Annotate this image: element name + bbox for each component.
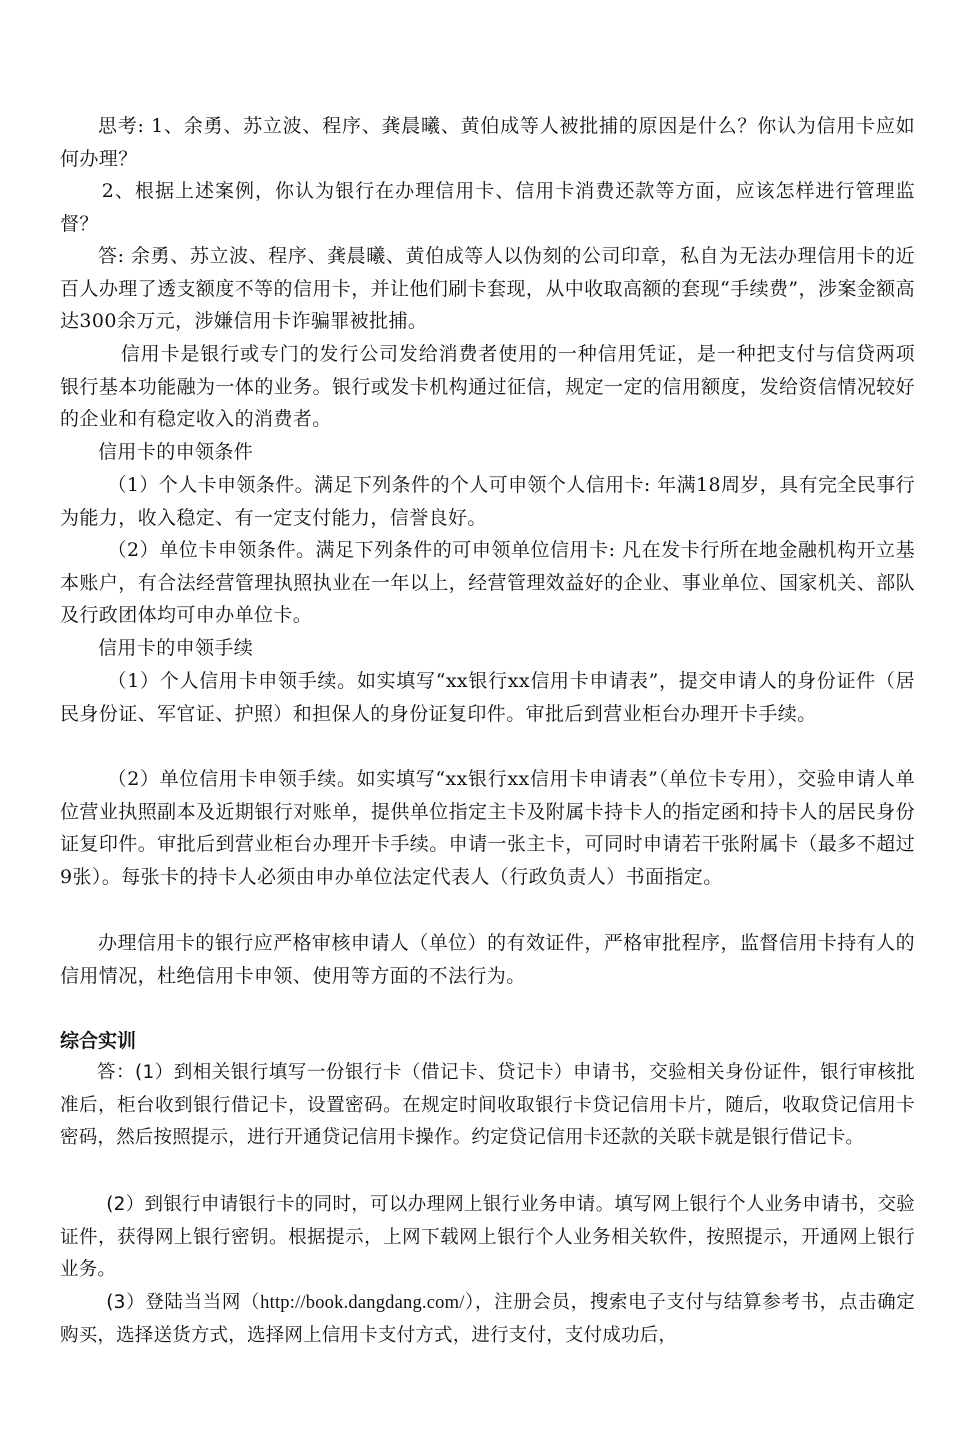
step-3-prefix: (3）登陆当当网（ [106,1292,261,1313]
credit-card-definition: 信用卡是银行或专门的发行公司发给消费者使用的一种信用凭证，是一种把支付与信贷两项银行基本功能融为一体的业务。银行或发卡机构通过征信，规定一定的信用额度，发给资信情况较好的企业和有稳定收入的消费者。 [60,343,915,430]
answer-paragraph: 答: 余勇、苏立波、程序、龚晨曦、黄伯成等人以伪刻的公司印章，私自为无法办理信用卡的近百人办理了透支额度不等的信用卡，并让他们刷卡套现，从中收取高额的套现“手续费”，涉案金额高达300余万元，涉嫌信用卡诈骗罪被批捕。 [60,245,915,332]
dangdang-link[interactable]: http://book.dangdang.com/ [260,1293,465,1313]
personal-card-procedures: （1）个人信用卡申领手续。如实填写“xx银行xx信用卡申请表”，提交申请人的身份证件（居民身份证、军官证、护照）和担保人的身份证复印件。审批后到营业柜台办理开卡手续。 [60,670,915,725]
personal-card-conditions: （1）个人卡申领条件。满足下列条件的个人可申领个人信用卡: 年满18周岁，具有完全民事行为能力，收入稳定、有一定支付能力，信誉良好。 [60,474,915,529]
training-step-1: 答：(1）到相关银行填写一份银行卡（借记卡、贷记卡）申请书，交验相关身份证件，银行审核批准后，柜台收到银行借记卡，设置密码。在规定时间收取银行卡贷记信用卡片，随后，收取贷记信用卡密码，然后按照提示，进行开通贷记信用卡操作。约定贷记信用卡还款的关联卡就是银行借记卡。 [60,1062,915,1148]
unit-card-conditions: （2）单位卡申领条件。满足下列条件的可申领单位信用卡: 凡在发卡行所在地金融机构开立基本账户，有合法经营管理执照执业在一年以上，经营管理效益好的企业、事业单位、国家机关、部队及行政团体均可申办单位卡。 [60,539,915,626]
subheading-procedures: 信用卡的申领手续 [98,637,254,659]
training-step-2: (2）到银行申请银行卡的同时，可以办理网上银行业务申请。填写网上银行个人业务申请书，交验证件，获得网上银行密钥。根据提示，上网下载网上银行个人业务相关软件，按照提示，开通网上银行业务。 [60,1194,915,1280]
step-3-suffix: ），注册会员，搜索电子支付与结算参考书，点击确定购买，选择送货方式，选择网上信用卡支付方式，进行支付，支付成功后， [60,1292,915,1346]
subheading-conditions: 信用卡的申领条件 [98,441,254,463]
question-1: 思考: 1、余勇、苏立波、程序、龚晨曦、黄伯成等人被批捕的原因是什么？你认为信用卡应如何办理？ [60,115,915,170]
training-step-3 [60,1287,915,1352]
section-title: 综合实训 [60,1030,137,1052]
unit-card-procedures: （2）单位信用卡申领手续。如实填写“xx银行xx信用卡申请表”（单位卡专用），交验申请人单位营业执照副本及近期银行对账单，提供单位指定主卡及附属卡持卡人的指定函和持卡人的居民身份证复印件。审批后到营业柜台办理开卡手续。申请一张主卡，可同时申请若干张附属卡（最多不超过9张）。每张卡的持卡人必须由申办单位法定代表人（行政负责人）书面指定。 [60,768,915,888]
question-2: 2、根据上述案例，你认为银行在办理信用卡、信用卡消费还款等方面，应该怎样进行管理监督？ [60,180,915,235]
bank-supervision-paragraph: 办理信用卡的银行应严格审核申请人（单位）的有效证件，严格审批程序，监督信用卡持有人的信用情况，杜绝信用卡申领、使用等方面的不法行为。 [60,932,915,987]
